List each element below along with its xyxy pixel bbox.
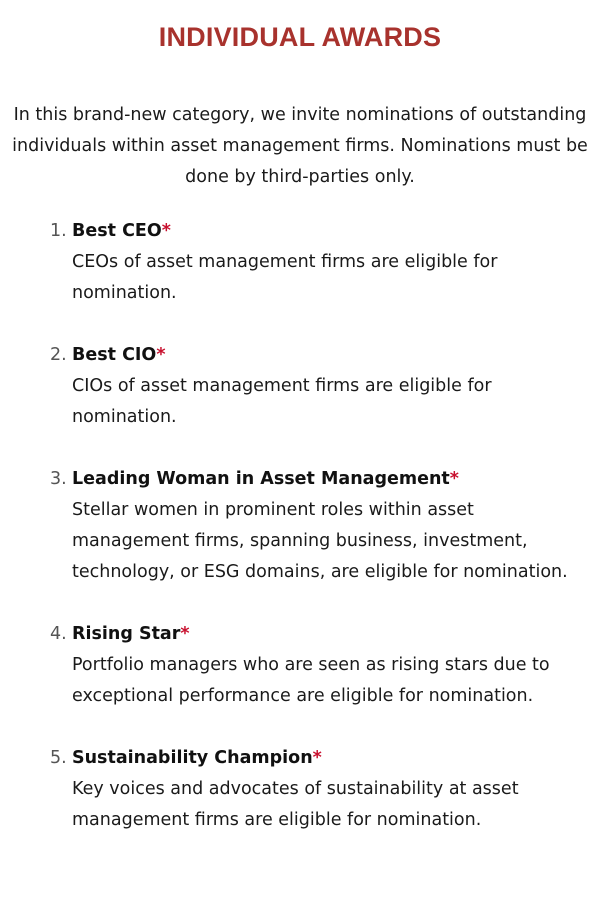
award-item-best-cio: [0, 340, 600, 433]
awards-list: [0, 216, 600, 867]
award-description: Key voices and advocates of sustainability at asset management firms are eligible for nomination.: [72, 779, 519, 830]
award-number: 2.: [50, 345, 67, 365]
award-number: 4.: [50, 624, 67, 644]
award-name: Rising Star: [72, 624, 181, 644]
award-description: Stellar women in prominent roles within asset management firms, spanning business, investment, technology, or ESG domains, are eligible for nomination.: [72, 500, 568, 582]
award-name: Leading Woman in Asset Management: [72, 469, 450, 489]
required-asterisk: *: [156, 345, 166, 365]
award-name: Best CIO: [72, 345, 157, 365]
award-description: Portfolio managers who are seen as rising stars due to exceptional performance are eligible for nomination.: [72, 655, 550, 706]
page-title: INDIVIDUAL AWARDS: [158, 22, 442, 52]
award-item-best-ceo: [0, 216, 600, 309]
intro-paragraph: In this brand-new category, we invite nominations of outstanding individuals within asset management firms. Nominations must be done by third-parties only.: [12, 105, 588, 187]
award-name: Best CEO: [72, 221, 162, 241]
required-asterisk: *: [180, 624, 190, 644]
required-asterisk: *: [449, 469, 459, 489]
required-asterisk: *: [161, 221, 171, 241]
award-description: CEOs of asset management firms are eligible for nomination.: [72, 252, 498, 303]
award-number: 3.: [50, 469, 67, 489]
award-number: 5.: [50, 748, 67, 768]
required-asterisk: *: [312, 748, 322, 768]
award-name: Sustainability Champion: [72, 748, 313, 768]
award-description: CIOs of asset management firms are eligible for nomination.: [72, 376, 492, 427]
award-number: 1.: [50, 221, 67, 241]
award-item-rising-star: [0, 619, 600, 712]
award-item-sustainability-champion: [0, 743, 600, 836]
award-item-leading-woman: [0, 464, 600, 588]
